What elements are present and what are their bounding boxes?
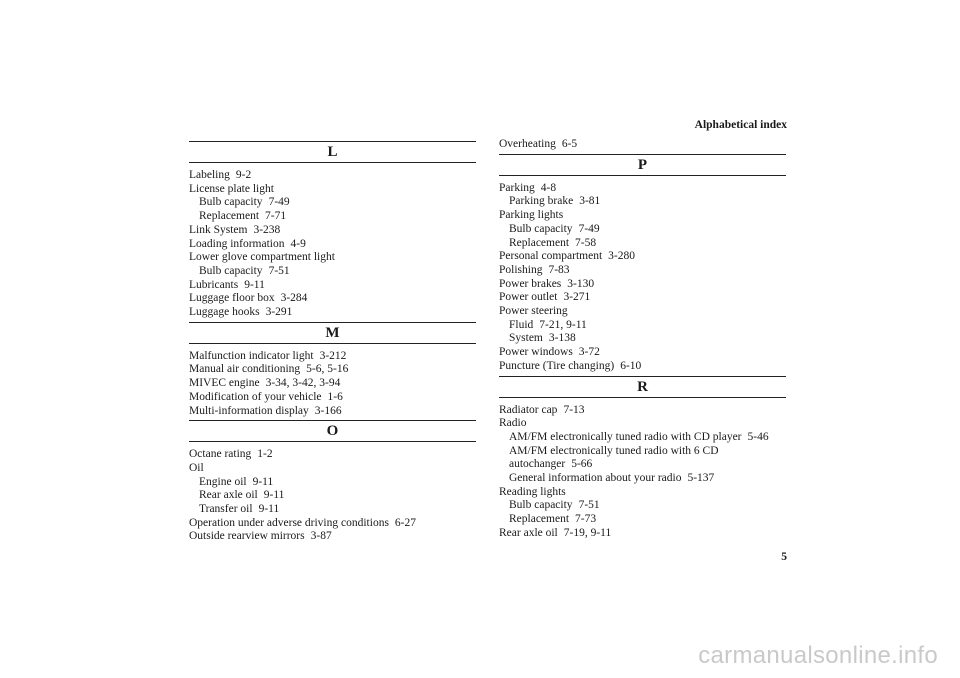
- index-subentry: [499, 223, 786, 237]
- index-subentry: [189, 210, 476, 224]
- index-entry: [499, 527, 786, 541]
- index-entry-pages: 9-11: [252, 475, 274, 488]
- index-subentry: [499, 499, 786, 513]
- index-entry-term: Bulb capacity: [199, 264, 263, 277]
- index-entry: [189, 350, 476, 364]
- index-entry-pages: 3-284: [280, 292, 308, 305]
- index-entry-term: Power windows: [499, 346, 573, 359]
- index-entry: [189, 224, 476, 238]
- index-entry-pages: 7-51: [578, 499, 600, 512]
- index-entry: [499, 264, 786, 278]
- index-entry: [189, 251, 476, 265]
- index-entry-term: Luggage floor box: [189, 292, 275, 305]
- index-entry: [189, 377, 476, 391]
- index-entry-term: Power brakes: [499, 277, 562, 290]
- index-entry-pages: 5-66: [571, 458, 593, 471]
- page-header-title: Alphabetical index: [694, 119, 787, 131]
- index-entry: [189, 391, 476, 405]
- index-entry-pages: 9-2: [235, 169, 252, 181]
- index-entry-pages: 3-72: [578, 346, 600, 359]
- index-entry-pages: 6-27: [394, 516, 417, 529]
- section-heading-m: M: [189, 322, 476, 344]
- index-entry: [499, 486, 786, 500]
- index-entry-term: Multi-information display: [189, 404, 309, 417]
- index-entry: [189, 530, 476, 544]
- index-entry: [189, 517, 476, 531]
- index-entry-pages: 6-10: [620, 359, 642, 372]
- index-entry-term: Bulb capacity: [199, 196, 263, 209]
- index-entry-pages: 3-130: [567, 277, 595, 290]
- index-entry: [189, 279, 476, 293]
- index-entry-pages: 7-71: [265, 210, 287, 223]
- index-column-left: [189, 138, 476, 544]
- index-entry-term: Bulb capacity: [509, 499, 573, 512]
- index-entry-term: MIVEC engine: [189, 377, 260, 390]
- index-entry-pages: 7-49: [268, 196, 290, 209]
- index-entry: [499, 305, 786, 319]
- index-entry-term: Power steering: [499, 305, 568, 318]
- index-entry-pages: 3-87: [310, 530, 332, 543]
- watermark-text: carmanualsonline.info: [698, 642, 938, 669]
- index-entry-term: Link System: [189, 223, 248, 236]
- index-entry-term: Bulb capacity: [509, 222, 573, 235]
- index-entry-term: Parking lights: [499, 209, 564, 222]
- index-entry: [189, 448, 476, 462]
- index-entry-pages: 3-212: [319, 349, 347, 362]
- index-entry-term: Lower glove compartment light: [189, 251, 335, 264]
- index-entry-term: Outside rearview mirrors: [189, 530, 305, 543]
- index-entry-term: Parking: [499, 181, 535, 194]
- index-entry-term: Oil: [189, 461, 204, 474]
- index-entry: [499, 346, 786, 360]
- index-entry-term: License plate light: [189, 182, 274, 195]
- index-entry-term: Modification of your vehicle: [189, 390, 322, 403]
- index-subentry: [499, 237, 786, 251]
- index-subentry: [499, 472, 786, 486]
- index-entry-term: Octane rating: [189, 448, 252, 461]
- index-entry-pages: 7-73: [575, 513, 597, 526]
- index-entry-pages: 3-291: [265, 306, 293, 319]
- index-entry-pages: 3-138: [548, 332, 576, 345]
- index-entry-term: General information about your radio: [509, 472, 682, 485]
- index-entry-pages: 5-6, 5-16: [306, 363, 349, 376]
- index-entry-pages: 3-238: [253, 223, 281, 236]
- index-entry-term: Transfer oil: [199, 503, 253, 516]
- index-entry: [499, 278, 786, 292]
- index-entry: [499, 417, 786, 431]
- index-entry-term: Radiator cap: [499, 403, 558, 416]
- index-subentry: [189, 503, 476, 517]
- index-entry-pages: 4-8: [540, 181, 557, 194]
- index-entry-pages: 5-46: [747, 430, 769, 443]
- index-entry-term: Replacement: [509, 513, 570, 526]
- index-entry-term: Operation under adverse driving conditions: [189, 516, 389, 529]
- index-entry-term: Malfunction indicator light: [189, 349, 314, 362]
- index-entry-pages: 7-83: [548, 263, 570, 276]
- index-entry-pages: 3-271: [563, 291, 591, 304]
- index-entry-term: Manual air conditioning: [189, 363, 301, 376]
- index-entry-term: Engine oil: [199, 475, 247, 488]
- index-entry-pages: 7-49: [578, 222, 600, 235]
- index-subentry: [189, 489, 476, 503]
- index-entry: [499, 209, 786, 223]
- section-heading-o: O: [189, 420, 476, 442]
- index-entry: [189, 183, 476, 197]
- index-subentry: [189, 196, 476, 210]
- index-entry: [189, 238, 476, 252]
- index-subentry: [499, 319, 786, 333]
- index-entry: [189, 169, 476, 183]
- index-entry-pages: 3-166: [314, 404, 342, 417]
- index-entry: [499, 250, 786, 264]
- index-entry-pages: 1-2: [257, 448, 273, 461]
- index-entry-term: Rear axle oil: [199, 489, 258, 502]
- index-entry-term: Power outlet: [499, 291, 558, 304]
- index-entry-term: Replacement: [199, 210, 260, 223]
- index-entry-term: Puncture (Tire changing): [499, 359, 615, 372]
- index-entry-pages: 7-13: [563, 403, 585, 416]
- index-entry-pages: 7-19, 9-11: [563, 526, 612, 539]
- section-heading-r: R: [499, 376, 786, 398]
- index-entry-term: Parking brake: [509, 195, 574, 208]
- index-entry-pages: 3-34, 3-42, 3-94: [265, 377, 341, 390]
- index-entry-term: Rear axle oil: [499, 526, 558, 539]
- index-entry-pages: 7-21, 9-11: [539, 318, 587, 331]
- index-entry-term: Replacement: [509, 236, 570, 249]
- index-entry: [189, 306, 476, 320]
- index-subentry: [189, 476, 476, 490]
- index-column-right: [499, 138, 786, 541]
- index-subentry: [499, 195, 786, 209]
- index-entry-pages: 7-51: [268, 264, 290, 277]
- index-entry: [189, 292, 476, 306]
- section-heading-l: L: [189, 141, 476, 163]
- index-entry-term: Luggage hooks: [189, 306, 260, 319]
- index-entry-pages: 9-11: [258, 503, 280, 516]
- index-entry: [499, 291, 786, 305]
- index-entry-term: Lubricants: [189, 278, 239, 291]
- index-entry-pages: 3-81: [579, 195, 601, 208]
- index-entry: [499, 360, 786, 374]
- index-subentry: [189, 265, 476, 279]
- page-number: 5: [781, 551, 787, 563]
- index-entry: [499, 138, 786, 152]
- index-entry-term: Reading lights: [499, 485, 566, 498]
- index-entry: [499, 404, 786, 418]
- index-subentry: [499, 513, 786, 527]
- index-subentry: [499, 332, 786, 346]
- index-entry-pages: 5-137: [687, 472, 715, 485]
- index-entry: [189, 405, 476, 419]
- index-entry-term: Radio: [499, 417, 527, 430]
- index-entry-term: AM/FM electronically tuned radio with 6 CD autochanger: [509, 444, 719, 471]
- index-subentry: [499, 431, 786, 445]
- index-entry-term: Loading information: [189, 237, 285, 250]
- index-entry-pages: 9-11: [263, 489, 285, 502]
- index-entry: [499, 182, 786, 196]
- section-heading-p: P: [499, 154, 786, 176]
- index-entry-pages: 7-58: [575, 236, 597, 249]
- index-entry-term: Polishing: [499, 263, 543, 276]
- index-entry-pages: 4-9: [290, 237, 306, 250]
- index-entry-pages: 6-5: [561, 138, 578, 150]
- index-entry-term: Labeling: [189, 169, 230, 181]
- index-entry-pages: 3-280: [608, 250, 635, 263]
- index-entry-pages: 1-6: [327, 390, 343, 403]
- index-entry-pages: 9-11: [244, 278, 265, 291]
- index-entry-term: System: [509, 332, 543, 345]
- index-entry-term: Overheating: [499, 138, 556, 150]
- index-entry: [189, 363, 476, 377]
- index-entry-term: AM/FM electronically tuned radio with CD player: [509, 430, 742, 443]
- index-entry-term: Personal compartment: [499, 250, 603, 263]
- index-entry-term: Fluid: [509, 318, 534, 331]
- index-subentry: [499, 445, 786, 472]
- index-entry: [189, 462, 476, 476]
